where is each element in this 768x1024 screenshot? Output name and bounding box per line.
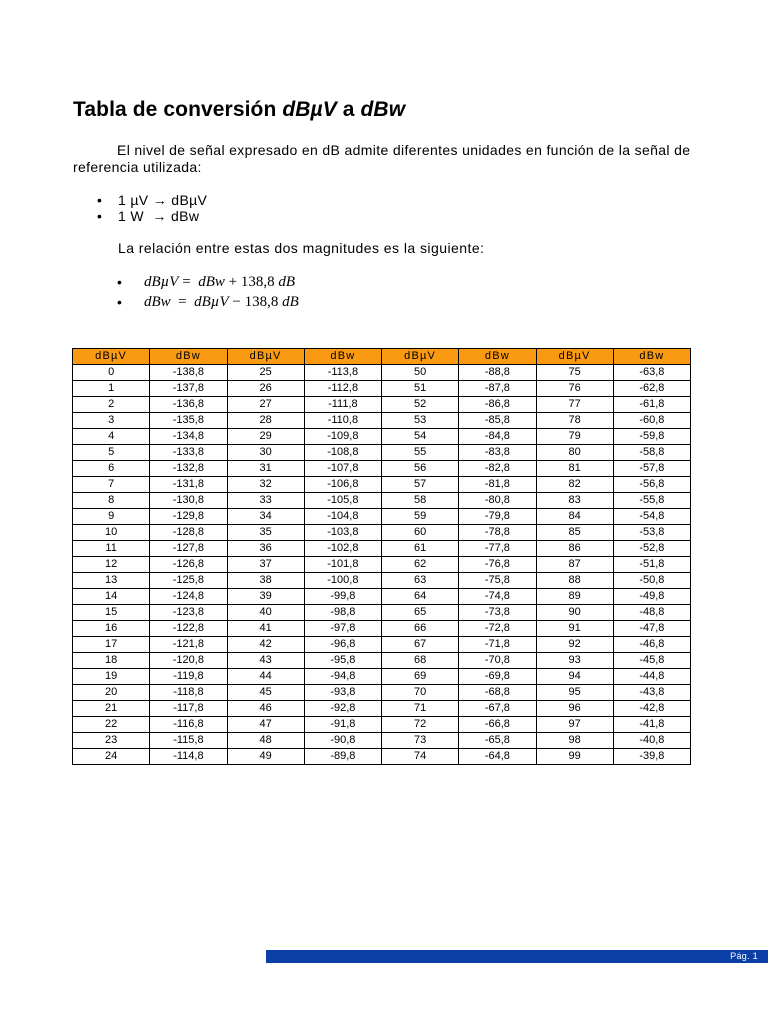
dbw-cell: -111,8 xyxy=(304,397,381,413)
dbw-cell: -120,8 xyxy=(150,653,227,669)
dbuv-cell: 16 xyxy=(73,621,150,637)
dbuv-cell: 24 xyxy=(73,749,150,765)
dbw-cell: -112,8 xyxy=(304,381,381,397)
table-row xyxy=(73,685,691,701)
dbw-cell: -135,8 xyxy=(150,413,227,429)
dbw-cell: -98,8 xyxy=(304,605,381,621)
column-header: dBµV xyxy=(536,349,613,365)
dbuv-cell: 73 xyxy=(382,733,459,749)
dbuv-cell: 77 xyxy=(536,397,613,413)
dbw-cell: -83,8 xyxy=(459,445,536,461)
dbw-cell: -106,8 xyxy=(304,477,381,493)
dbw-cell: -123,8 xyxy=(150,605,227,621)
dbw-cell: -52,8 xyxy=(613,541,690,557)
dbw-cell: -113,8 xyxy=(304,365,381,381)
dbuv-cell: 8 xyxy=(73,493,150,509)
dbuv-cell: 20 xyxy=(73,685,150,701)
dbw-cell: -89,8 xyxy=(304,749,381,765)
dbuv-cell: 75 xyxy=(536,365,613,381)
column-header: dBw xyxy=(304,349,381,365)
dbw-cell: -96,8 xyxy=(304,637,381,653)
dbuv-cell: 13 xyxy=(73,573,150,589)
dbw-cell: -130,8 xyxy=(150,493,227,509)
dbw-cell: -104,8 xyxy=(304,509,381,525)
dbuv-cell: 38 xyxy=(227,573,304,589)
dbw-cell: -73,8 xyxy=(459,605,536,621)
dbuv-cell: 67 xyxy=(382,637,459,653)
dbw-cell: -47,8 xyxy=(613,621,690,637)
dbuv-cell: 7 xyxy=(73,477,150,493)
dbw-cell: -70,8 xyxy=(459,653,536,669)
table-row xyxy=(73,621,691,637)
dbuv-cell: 50 xyxy=(382,365,459,381)
dbw-cell: -122,8 xyxy=(150,621,227,637)
dbuv-cell: 1 xyxy=(73,381,150,397)
dbuv-cell: 47 xyxy=(227,717,304,733)
dbuv-cell: 70 xyxy=(382,685,459,701)
formula-eq: = xyxy=(178,274,199,290)
dbuv-cell: 80 xyxy=(536,445,613,461)
dbuv-cell: 12 xyxy=(73,557,150,573)
table-row xyxy=(73,749,691,765)
dbw-cell: -136,8 xyxy=(150,397,227,413)
dbw-cell: -129,8 xyxy=(150,509,227,525)
dbuv-cell: 82 xyxy=(536,477,613,493)
table-row xyxy=(73,733,691,749)
dbw-cell: -67,8 xyxy=(459,701,536,717)
dbw-cell: -121,8 xyxy=(150,637,227,653)
dbuv-cell: 97 xyxy=(536,717,613,733)
dbw-cell: -65,8 xyxy=(459,733,536,749)
dbw-cell: -85,8 xyxy=(459,413,536,429)
table-row xyxy=(73,413,691,429)
dbuv-cell: 65 xyxy=(382,605,459,621)
dbuv-cell: 4 xyxy=(73,429,150,445)
dbw-cell: -80,8 xyxy=(459,493,536,509)
formula-rhs: dBw xyxy=(198,274,225,290)
dbw-cell: -107,8 xyxy=(304,461,381,477)
column-header: dBw xyxy=(459,349,536,365)
table-row xyxy=(73,493,691,509)
dbuv-cell: 84 xyxy=(536,509,613,525)
dbw-cell: -95,8 xyxy=(304,653,381,669)
dbuv-cell: 62 xyxy=(382,557,459,573)
dbw-cell: -77,8 xyxy=(459,541,536,557)
bullet-icon: • xyxy=(117,274,122,290)
dbw-cell: -74,8 xyxy=(459,589,536,605)
dbw-cell: -87,8 xyxy=(459,381,536,397)
table-row xyxy=(73,701,691,717)
dbuv-cell: 46 xyxy=(227,701,304,717)
dbuv-cell: 68 xyxy=(382,653,459,669)
dbuv-cell: 39 xyxy=(227,589,304,605)
dbw-cell: -128,8 xyxy=(150,525,227,541)
dbuv-cell: 44 xyxy=(227,669,304,685)
dbuv-cell: 42 xyxy=(227,637,304,653)
dbuv-cell: 23 xyxy=(73,733,150,749)
dbuv-cell: 63 xyxy=(382,573,459,589)
dbw-cell: -44,8 xyxy=(613,669,690,685)
dbuv-cell: 64 xyxy=(382,589,459,605)
dbuv-cell: 0 xyxy=(73,365,150,381)
table-row xyxy=(73,589,691,605)
dbw-cell: -132,8 xyxy=(150,461,227,477)
dbuv-cell: 74 xyxy=(382,749,459,765)
dbuv-cell: 40 xyxy=(227,605,304,621)
dbw-cell: -54,8 xyxy=(613,509,690,525)
dbuv-cell: 89 xyxy=(536,589,613,605)
dbw-cell: -66,8 xyxy=(459,717,536,733)
column-header: dBw xyxy=(150,349,227,365)
dbuv-cell: 48 xyxy=(227,733,304,749)
dbw-cell: -92,8 xyxy=(304,701,381,717)
dbuv-cell: 21 xyxy=(73,701,150,717)
formula-unit: dB xyxy=(278,274,295,290)
dbuv-cell: 51 xyxy=(382,381,459,397)
formula-rhs: dBµV xyxy=(194,294,229,310)
dbw-cell: -124,8 xyxy=(150,589,227,605)
dbw-cell: -94,8 xyxy=(304,669,381,685)
dbw-cell: -133,8 xyxy=(150,445,227,461)
dbw-cell: -88,8 xyxy=(459,365,536,381)
column-header: dBw xyxy=(613,349,690,365)
dbw-cell: -79,8 xyxy=(459,509,536,525)
bullet-icon: • xyxy=(97,208,103,224)
dbuv-cell: 18 xyxy=(73,653,150,669)
dbuv-cell: 27 xyxy=(227,397,304,413)
table-row xyxy=(73,605,691,621)
dbw-cell: -58,8 xyxy=(613,445,690,461)
dbw-cell: -137,8 xyxy=(150,381,227,397)
dbuv-cell: 72 xyxy=(382,717,459,733)
table-row xyxy=(73,365,691,381)
column-header: dBµV xyxy=(227,349,304,365)
dbuv-cell: 53 xyxy=(382,413,459,429)
table-row xyxy=(73,461,691,477)
formula-op: − 138,8 xyxy=(228,294,283,310)
title-prefix: Tabla de conversión xyxy=(73,98,283,121)
dbuv-cell: 19 xyxy=(73,669,150,685)
table-row xyxy=(73,717,691,733)
dbw-cell: -101,8 xyxy=(304,557,381,573)
dbw-cell: -43,8 xyxy=(613,685,690,701)
dbuv-cell: 95 xyxy=(536,685,613,701)
dbuv-cell: 15 xyxy=(73,605,150,621)
dbw-cell: -134,8 xyxy=(150,429,227,445)
table-row xyxy=(73,397,691,413)
dbw-cell: -84,8 xyxy=(459,429,536,445)
dbuv-cell: 71 xyxy=(382,701,459,717)
dbuv-cell: 66 xyxy=(382,621,459,637)
dbw-cell: -109,8 xyxy=(304,429,381,445)
list-item xyxy=(97,208,207,224)
title-unit-dbuv: dBµV xyxy=(282,98,337,121)
dbw-cell: -116,8 xyxy=(150,717,227,733)
table-row xyxy=(73,653,691,669)
dbw-cell: -68,8 xyxy=(459,685,536,701)
title-joiner: a xyxy=(336,98,361,121)
dbw-cell: -60,8 xyxy=(613,413,690,429)
dbw-cell: -57,8 xyxy=(613,461,690,477)
units-list xyxy=(97,192,208,224)
dbw-cell: -105,8 xyxy=(304,493,381,509)
table-row xyxy=(73,381,691,397)
table-row xyxy=(73,573,691,589)
dbuv-cell: 17 xyxy=(73,637,150,653)
formula-list xyxy=(117,272,299,312)
dbw-cell: -91,8 xyxy=(304,717,381,733)
dbw-cell: -72,8 xyxy=(459,621,536,637)
dbw-cell: -62,8 xyxy=(613,381,690,397)
table-row xyxy=(73,541,691,557)
dbuv-cell: 98 xyxy=(536,733,613,749)
dbuv-cell: 87 xyxy=(536,557,613,573)
dbuv-cell: 94 xyxy=(536,669,613,685)
dbuv-cell: 33 xyxy=(227,493,304,509)
dbuv-cell: 93 xyxy=(536,653,613,669)
formula-dbw xyxy=(117,292,299,312)
table-row xyxy=(73,509,691,525)
dbw-cell: -50,8 xyxy=(613,573,690,589)
unit-ref-w: 1 W → dBw xyxy=(118,208,200,224)
dbw-cell: -90,8 xyxy=(304,733,381,749)
table-body xyxy=(73,365,691,765)
dbw-cell: -53,8 xyxy=(613,525,690,541)
dbw-cell: -59,8 xyxy=(613,429,690,445)
bullet-icon: • xyxy=(117,294,122,310)
dbw-cell: -51,8 xyxy=(613,557,690,573)
dbuv-cell: 36 xyxy=(227,541,304,557)
dbuv-cell: 32 xyxy=(227,477,304,493)
dbw-cell: -99,8 xyxy=(304,589,381,605)
bullet-icon: • xyxy=(97,192,103,208)
dbw-cell: -131,8 xyxy=(150,477,227,493)
dbuv-cell: 88 xyxy=(536,573,613,589)
formula-dbuv xyxy=(117,272,299,292)
dbuv-cell: 60 xyxy=(382,525,459,541)
dbw-cell: -64,8 xyxy=(459,749,536,765)
dbw-cell: -71,8 xyxy=(459,637,536,653)
dbuv-cell: 29 xyxy=(227,429,304,445)
page-number: Pág. 1 xyxy=(730,951,758,961)
footer-bar xyxy=(266,950,768,963)
dbw-cell: -110,8 xyxy=(304,413,381,429)
dbuv-cell: 96 xyxy=(536,701,613,717)
dbuv-cell: 34 xyxy=(227,509,304,525)
dbuv-cell: 22 xyxy=(73,717,150,733)
dbw-cell: -41,8 xyxy=(613,717,690,733)
dbuv-cell: 35 xyxy=(227,525,304,541)
dbuv-cell: 5 xyxy=(73,445,150,461)
dbuv-cell: 79 xyxy=(536,429,613,445)
dbuv-cell: 37 xyxy=(227,557,304,573)
column-header: dBµV xyxy=(382,349,459,365)
dbuv-cell: 25 xyxy=(227,365,304,381)
dbw-cell: -49,8 xyxy=(613,589,690,605)
dbuv-cell: 61 xyxy=(382,541,459,557)
dbw-cell: -48,8 xyxy=(613,605,690,621)
dbuv-cell: 43 xyxy=(227,653,304,669)
dbw-cell: -81,8 xyxy=(459,477,536,493)
formula-unit: dB xyxy=(282,294,299,310)
dbw-cell: -42,8 xyxy=(613,701,690,717)
dbw-cell: -45,8 xyxy=(613,653,690,669)
dbuv-cell: 2 xyxy=(73,397,150,413)
dbuv-cell: 55 xyxy=(382,445,459,461)
dbuv-cell: 31 xyxy=(227,461,304,477)
table-row xyxy=(73,429,691,445)
list-item xyxy=(97,192,208,208)
table-row xyxy=(73,557,691,573)
dbw-cell: -69,8 xyxy=(459,669,536,685)
column-header: dBµV xyxy=(73,349,150,365)
dbuv-cell: 49 xyxy=(227,749,304,765)
table-header-row xyxy=(73,349,691,365)
dbw-cell: -118,8 xyxy=(150,685,227,701)
dbw-cell: -40,8 xyxy=(613,733,690,749)
dbw-cell: -39,8 xyxy=(613,749,690,765)
dbuv-cell: 90 xyxy=(536,605,613,621)
dbuv-cell: 76 xyxy=(536,381,613,397)
dbuv-cell: 45 xyxy=(227,685,304,701)
intro-text: El nivel de señal expresado en dB admite diferentes unidades en función de la señal de referencia utilizada: xyxy=(73,142,691,175)
dbuv-cell: 99 xyxy=(536,749,613,765)
dbuv-cell: 9 xyxy=(73,509,150,525)
dbuv-cell: 14 xyxy=(73,589,150,605)
dbuv-cell: 54 xyxy=(382,429,459,445)
table-row xyxy=(73,525,691,541)
dbuv-cell: 3 xyxy=(73,413,150,429)
formula-lhs: dBw xyxy=(144,294,171,310)
table-row xyxy=(73,669,691,685)
dbw-cell: -76,8 xyxy=(459,557,536,573)
dbuv-cell: 78 xyxy=(536,413,613,429)
dbw-cell: -127,8 xyxy=(150,541,227,557)
relation-text: La relación entre estas dos magnitudes es la siguiente: xyxy=(118,240,485,256)
dbuv-cell: 91 xyxy=(536,621,613,637)
dbuv-cell: 58 xyxy=(382,493,459,509)
dbw-cell: -114,8 xyxy=(150,749,227,765)
dbuv-cell: 56 xyxy=(382,461,459,477)
dbw-cell: -100,8 xyxy=(304,573,381,589)
dbw-cell: -126,8 xyxy=(150,557,227,573)
dbuv-cell: 10 xyxy=(73,525,150,541)
dbw-cell: -103,8 xyxy=(304,525,381,541)
dbw-cell: -102,8 xyxy=(304,541,381,557)
dbw-cell: -63,8 xyxy=(613,365,690,381)
dbw-cell: -115,8 xyxy=(150,733,227,749)
page-title xyxy=(73,98,405,122)
dbw-cell: -86,8 xyxy=(459,397,536,413)
intro-paragraph xyxy=(73,142,693,176)
dbw-cell: -56,8 xyxy=(613,477,690,493)
dbuv-cell: 85 xyxy=(536,525,613,541)
dbuv-cell: 11 xyxy=(73,541,150,557)
dbw-cell: -82,8 xyxy=(459,461,536,477)
title-unit-dbw: dBw xyxy=(360,98,406,121)
dbw-cell: -61,8 xyxy=(613,397,690,413)
dbw-cell: -93,8 xyxy=(304,685,381,701)
dbw-cell: -119,8 xyxy=(150,669,227,685)
dbuv-cell: 92 xyxy=(536,637,613,653)
dbuv-cell: 52 xyxy=(382,397,459,413)
dbuv-cell: 83 xyxy=(536,493,613,509)
dbuv-cell: 41 xyxy=(227,621,304,637)
formula-eq: = xyxy=(170,294,195,310)
unit-ref-uv: 1 µV → dBµV xyxy=(118,192,208,208)
dbuv-cell: 59 xyxy=(382,509,459,525)
dbw-cell: -78,8 xyxy=(459,525,536,541)
dbw-cell: -55,8 xyxy=(613,493,690,509)
dbw-cell: -125,8 xyxy=(150,573,227,589)
dbuv-cell: 81 xyxy=(536,461,613,477)
formula-lhs: dBµV xyxy=(144,274,179,290)
dbuv-cell: 86 xyxy=(536,541,613,557)
dbuv-cell: 57 xyxy=(382,477,459,493)
dbuv-cell: 30 xyxy=(227,445,304,461)
table-row xyxy=(73,637,691,653)
table-row xyxy=(73,445,691,461)
dbuv-cell: 28 xyxy=(227,413,304,429)
conversion-table xyxy=(72,348,691,765)
dbw-cell: -46,8 xyxy=(613,637,690,653)
dbw-cell: -97,8 xyxy=(304,621,381,637)
dbuv-cell: 69 xyxy=(382,669,459,685)
dbw-cell: -75,8 xyxy=(459,573,536,589)
dbw-cell: -138,8 xyxy=(150,365,227,381)
dbw-cell: -108,8 xyxy=(304,445,381,461)
dbuv-cell: 6 xyxy=(73,461,150,477)
dbw-cell: -117,8 xyxy=(150,701,227,717)
formula-op: + 138,8 xyxy=(224,274,279,290)
dbuv-cell: 26 xyxy=(227,381,304,397)
table-row xyxy=(73,477,691,493)
